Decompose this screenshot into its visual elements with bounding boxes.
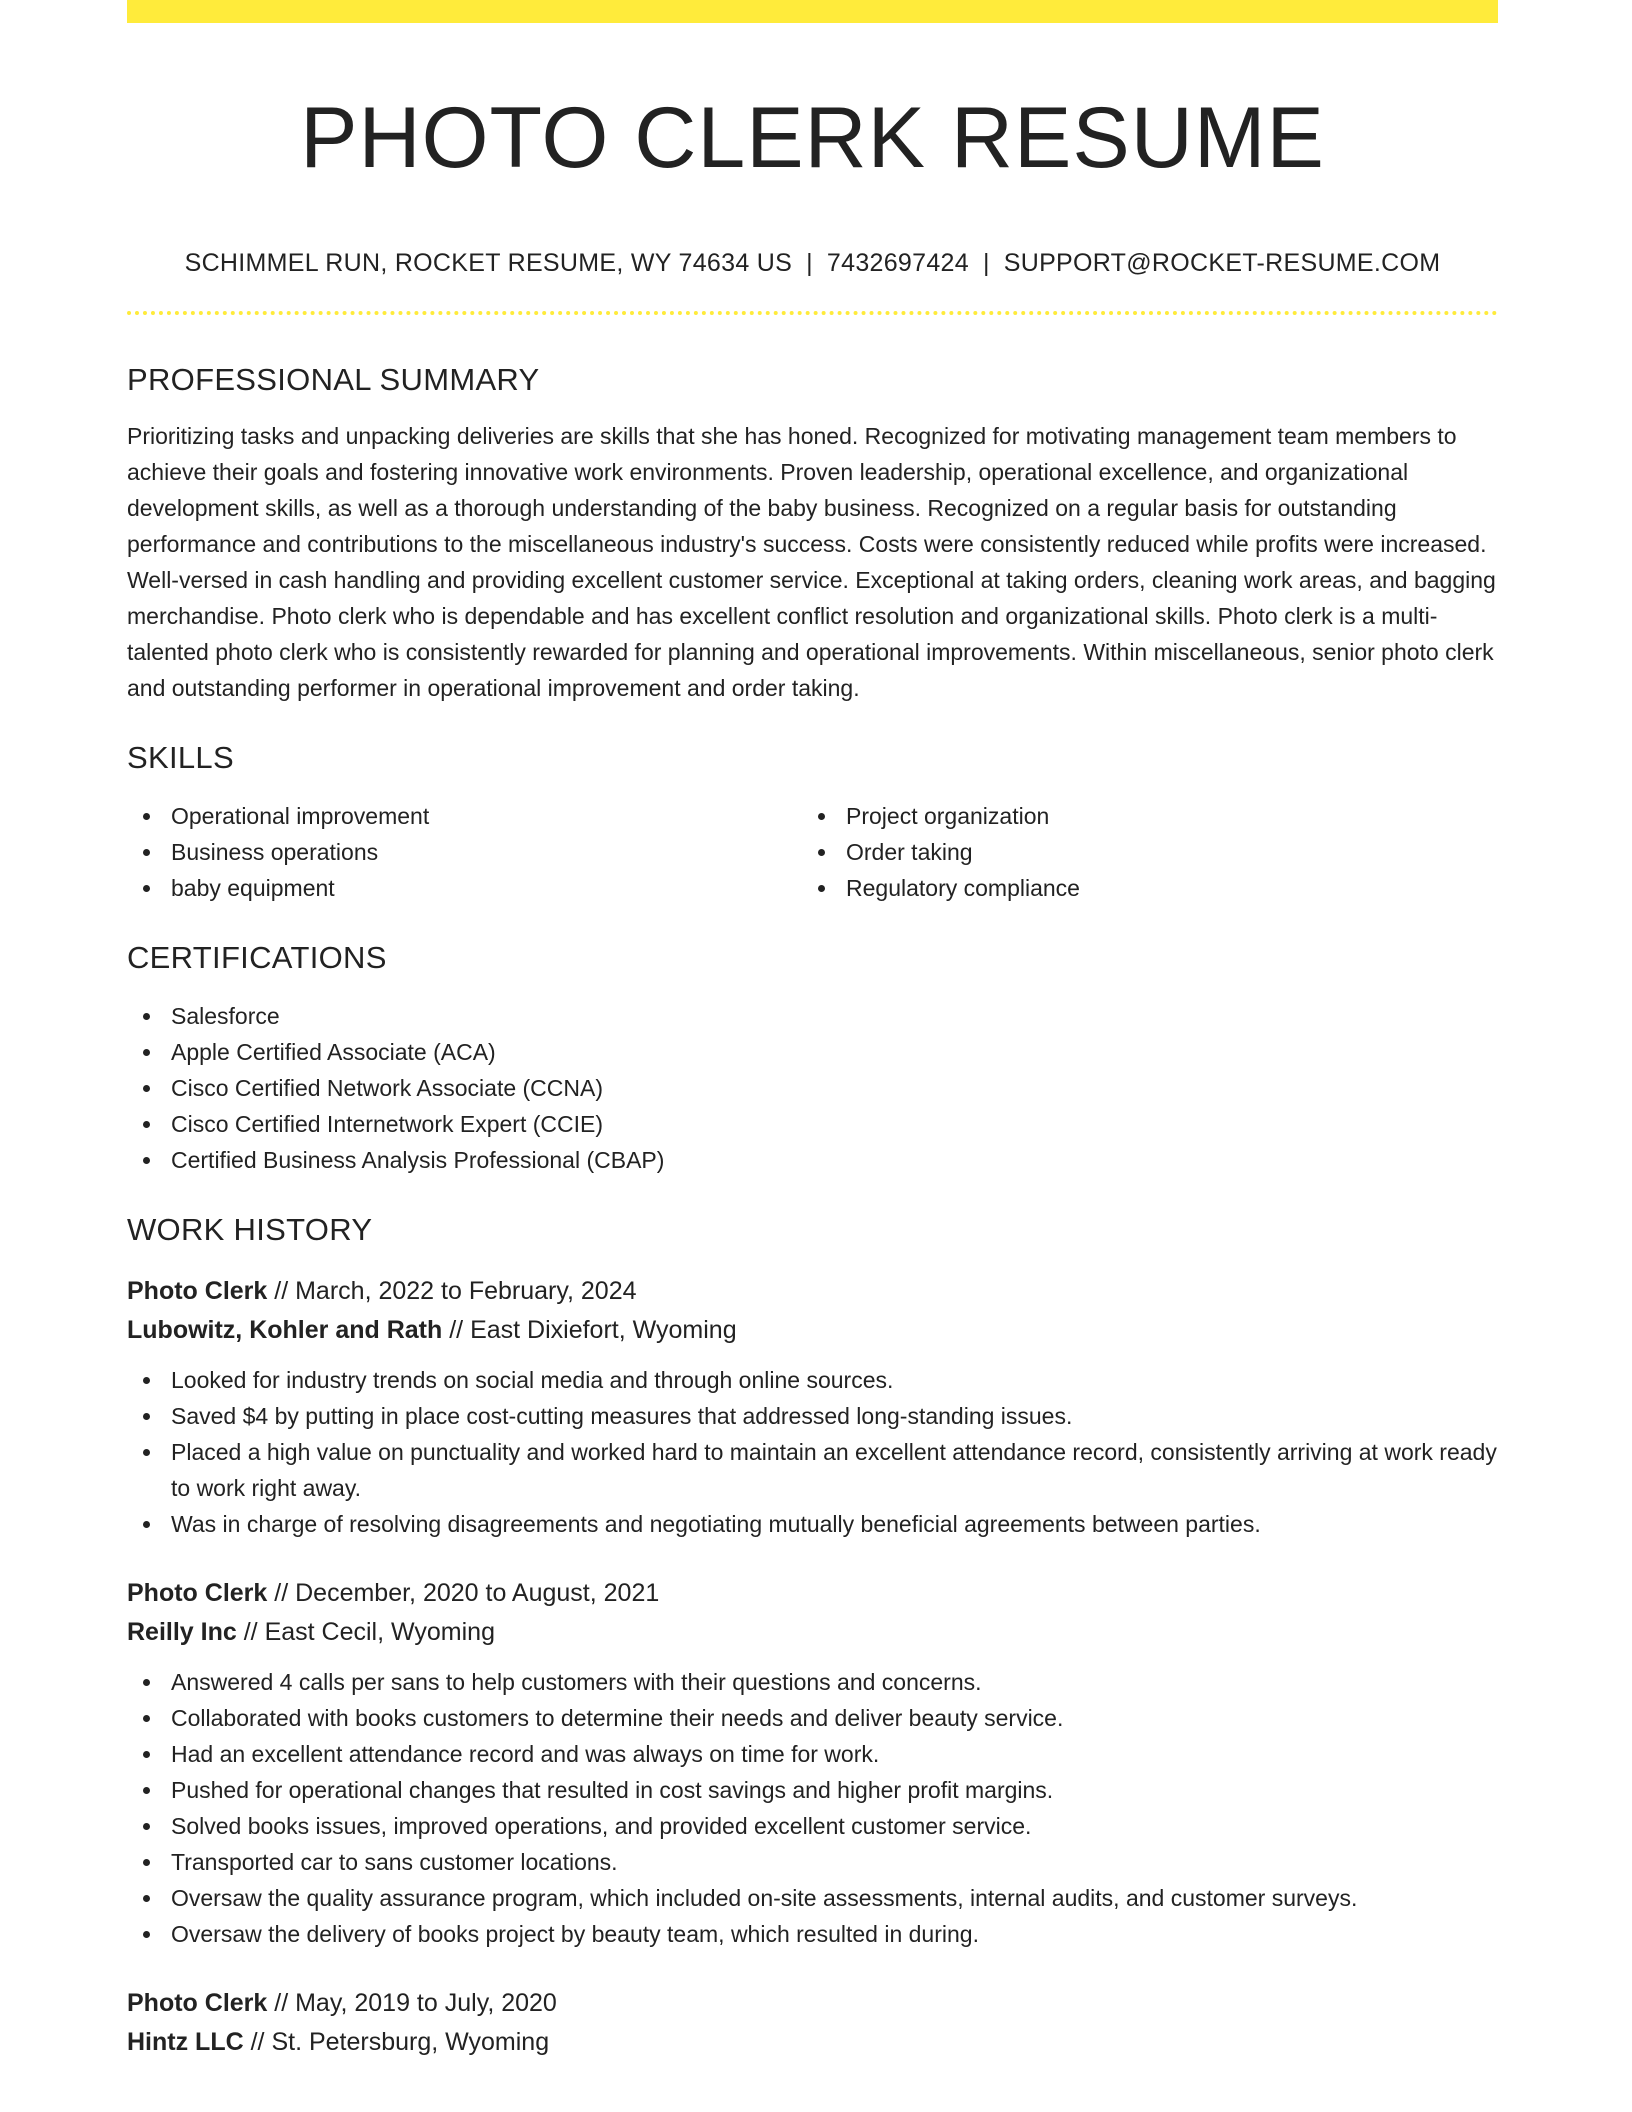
top-accent-bar: [127, 0, 1498, 23]
job-entry: [127, 1272, 1498, 1542]
job-bullet: Oversaw the quality assurance program, which included on-site assessments, internal audits, and customer surveys.: [127, 1880, 1498, 1916]
skill-item: Project organization: [802, 798, 1477, 834]
job-bullet-list: [127, 1664, 1498, 1952]
contact-address: SCHIMMEL RUN, ROCKET RESUME, WY 74634 US: [184, 249, 793, 277]
contact-line: [127, 247, 1498, 279]
job-separator: //: [274, 1579, 289, 1607]
job-dates: May, 2019 to July, 2020: [295, 1989, 557, 2017]
dotted-divider: [127, 311, 1498, 315]
job-company-line: [127, 1311, 1498, 1350]
skill-item: Business operations: [127, 834, 802, 870]
job-bullet: Transported car to sans customer locations.: [127, 1844, 1498, 1880]
job-entry: [127, 1574, 1498, 1952]
job-separator: //: [274, 1989, 289, 2017]
job-bullet: Answered 4 calls per sans to help customers with their questions and concerns.: [127, 1664, 1498, 1700]
certifications-list: [127, 998, 1498, 1178]
certification-item: Cisco Certified Network Associate (CCNA): [127, 1070, 1498, 1106]
resume-page: [127, 0, 1498, 2062]
job-bullet: Solved books issues, improved operations, and provided excellent customer service.: [127, 1808, 1498, 1844]
skill-item: baby equipment: [127, 870, 802, 906]
job-title: Photo Clerk: [127, 1277, 268, 1305]
job-bullet: Pushed for operational changes that resulted in cost savings and higher profit margins.: [127, 1772, 1498, 1808]
certification-item: Salesforce: [127, 998, 1498, 1034]
job-bullet: Placed a high value on punctuality and worked hard to maintain an excellent attendance record, consistently arriving at work ready to work right away.: [127, 1434, 1498, 1506]
job-separator: //: [449, 1316, 464, 1344]
certifications-heading: CERTIFICATIONS: [127, 940, 387, 975]
contact-email: SUPPORT@ROCKET-RESUME.COM: [1003, 249, 1441, 277]
skill-item: Operational improvement: [127, 798, 802, 834]
contact-phone: 7432697424: [826, 249, 969, 277]
job-bullet: Saved $4 by putting in place cost-cutting measures that addressed long-standing issues.: [127, 1398, 1498, 1434]
work-history-heading: WORK HISTORY: [127, 1212, 373, 1247]
certification-item: Certified Business Analysis Professional (CBAP): [127, 1142, 1498, 1178]
job-title-line: [127, 1574, 1498, 1613]
job-company-line: [127, 2023, 1498, 2062]
skills-heading: SKILLS: [127, 740, 234, 775]
skill-item: Regulatory compliance: [802, 870, 1477, 906]
job-location: East Cecil, Wyoming: [264, 1618, 495, 1646]
job-entry: [127, 1984, 1498, 2062]
contact-separator: |: [806, 249, 813, 277]
job-company-line: [127, 1613, 1498, 1652]
job-company: Lubowitz, Kohler and Rath: [127, 1316, 443, 1344]
job-dates: March, 2022 to February, 2024: [295, 1277, 637, 1305]
job-title: Photo Clerk: [127, 1579, 268, 1607]
job-title-line: [127, 1272, 1498, 1311]
job-bullet: Looked for industry trends on social media and through online sources.: [127, 1362, 1498, 1398]
summary-text: Prioritizing tasks and unpacking deliveries are skills that she has honed. Recognized for motivating management team members to achieve their goals and fostering innovative work environments. Proven leadership, operational excellence, and organizational development skills, as well as a thorough understanding of the baby business. Recognized on a regular basis for outstanding performance and contributions to the miscellaneous industry's success. Costs were consistently reduced while profits were increased. Well-versed in cash handling and providing excellent customer service. Exceptional at taking orders, cleaning work areas, and bagging merchandise. Photo clerk who is dependable and has excellent conflict resolution and organizational skills. Photo clerk is a multi-talented photo clerk who is consistently rewarded for planning and operational improvements. Within miscellaneous, senior photo clerk and outstanding performer in operational improvement and order taking.: [127, 423, 1496, 701]
job-separator: //: [250, 2028, 265, 2056]
job-bullet: Was in charge of resolving disagreements and negotiating mutually beneficial agreements between parties.: [127, 1506, 1498, 1542]
job-bullet-list: [127, 1362, 1498, 1542]
skill-item: Order taking: [802, 834, 1477, 870]
job-separator: //: [274, 1277, 289, 1305]
job-title: Photo Clerk: [127, 1989, 268, 2017]
resume-title: PHOTO CLERK RESUME: [300, 90, 1325, 186]
certification-item: Apple Certified Associate (ACA): [127, 1034, 1498, 1070]
job-company: Hintz LLC: [127, 2028, 244, 2056]
contact-separator: |: [982, 249, 990, 277]
job-bullet: Oversaw the delivery of books project by beauty team, which resulted in during.: [127, 1916, 1498, 1952]
job-bullet: Collaborated with books customers to determine their needs and deliver beauty service.: [127, 1700, 1498, 1736]
job-company: Reilly Inc: [127, 1618, 237, 1646]
certification-item: Cisco Certified Internetwork Expert (CCIE): [127, 1106, 1498, 1142]
job-location: East Dixiefort, Wyoming: [470, 1316, 737, 1344]
skills-list-left: [127, 798, 802, 906]
job-dates: December, 2020 to August, 2021: [295, 1579, 660, 1607]
skills-list-right: [802, 798, 1477, 906]
job-title-line: [127, 1984, 1498, 2023]
job-location: St. Petersburg, Wyoming: [271, 2028, 550, 2056]
skills-grid: [127, 798, 1498, 906]
job-separator: //: [243, 1618, 258, 1646]
summary-heading: PROFESSIONAL SUMMARY: [127, 362, 540, 397]
job-bullet: Had an excellent attendance record and was always on time for work.: [127, 1736, 1498, 1772]
